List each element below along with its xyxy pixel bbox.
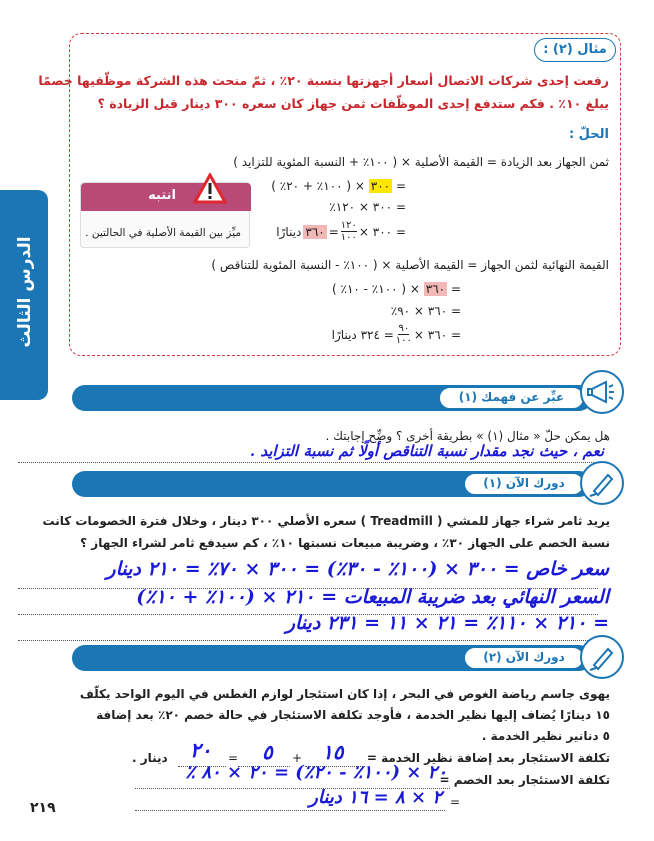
- part2-step3-frac-num: ٩٠: [398, 323, 410, 334]
- part2-step3-rest: = ٣٢٤ دينارًا: [331, 327, 394, 342]
- part2-step2: = ٣٦٠ × ٩٠٪: [390, 304, 461, 318]
- turn1-problem-line-1: يريد ثامر شراء جهاز للمشي ( Treadmill ) سعره الأصلي ٣٠٠ دينار ، وخلال فترة الخصومات كانت: [42, 514, 610, 528]
- turn2-problem-line-2: ١٥ دينارًا يُضاف إليها نظير الخدمة ، فأوجد تكلفة الاستئجار في حالة خصم ٢٠٪ بعد إضافة: [96, 708, 610, 722]
- turn2-row2-hw: ٢٠ × (١٠٠٪ - ٢٠٪) = ٢٠ × ٨٠ ٪: [185, 762, 447, 783]
- part2-step1: [332, 282, 461, 296]
- turn2-problem-line-3: ٥ دنانير نظير الخدمة .: [481, 729, 610, 743]
- turn1-banner: [72, 471, 592, 497]
- turn1-handwriting-line-1: سعر خاص = ٣٠٠ × (١٠٠٪ - ٣٠٪) = ٣٠٠ × ٧٠٪ = ٢١٠ دينار: [106, 558, 609, 580]
- express-question: هل يمكن حلّ « مثال (١) » بطريقة أخرى ؟ وضِّح إجابتك .: [325, 429, 610, 443]
- part1-step3-fraction: [341, 220, 357, 243]
- express-answer-line: [18, 462, 598, 463]
- lesson-side-tab-label: الدرس الثالث: [15, 236, 35, 348]
- example-problem-line-2: يبلغ ١٠٪ . فكم ستدفع إحدى الموظّفات ثمن جهاز كان سعره ٣٠٠ دينار قبل الزيادة ؟: [97, 96, 609, 111]
- part2-step1-eq: =: [447, 282, 461, 296]
- turn2-banner: [72, 645, 592, 671]
- turn2-banner-title: دورك الآن (٢): [464, 647, 584, 669]
- turn1-answer-line-3: [18, 640, 598, 641]
- part1-step3-eq: =: [328, 224, 339, 239]
- turn2-row2-label: تكلفة الاستئجار بعد الخصم =: [439, 773, 610, 787]
- part2-step3-start: = ٣٦٠ ×: [413, 327, 461, 342]
- attention-box: [80, 182, 250, 248]
- part1-step3-highlight: ٣٦٠: [305, 224, 325, 239]
- turn1-banner-title: دورك الآن (١): [464, 473, 584, 495]
- part2-step1-highlight: ٣٦٠: [425, 282, 446, 296]
- part1-step1-rest: × ( ١٠٠٪ + ٢٠٪ ): [271, 179, 369, 193]
- pen-icon-2: [580, 635, 624, 679]
- part1-step3-frac-num: ١٢٠: [340, 220, 357, 231]
- page-number: ٢١٩: [30, 800, 56, 816]
- part1-step2: = ٣٠٠ × ١٢٠٪: [329, 200, 406, 214]
- solution-label: الحلّ :: [568, 127, 609, 142]
- lesson-side-tab: [0, 190, 48, 400]
- turn1-problem-line-2: نسبة الخصم على الجهاز ٣٠٪ ، وضريبة مبيعات نسبتها ١٠٪ ، كم سيدفع ثامر لشراء الجهاز ؟: [80, 536, 610, 550]
- example-problem-line-1: رفعت إحدى شركات الاتصال أسعار أجهزتها بنسبة ٢٠٪ ، ثمّ منحت هذه الشركة موظّفيها خصمًا: [38, 73, 609, 88]
- part2-step3-frac-den: ١٠٠: [395, 335, 412, 346]
- part1-step3-unit: دينارًا: [276, 224, 302, 239]
- turn2-problem-line-1: يهوى جاسم رياضة الغوص في البحر ، إذا كان استئجار لوازم الغطس في اليوم الواحد يكلّف: [79, 687, 610, 701]
- attention-text: ميِّز بين القيمة الأصلية في الحالتين .: [85, 227, 241, 239]
- megaphone-icon: [580, 370, 624, 414]
- turn1-handwriting-line-2: السعر النهائي بعد ضريبة المبيعات = ٢١٠ × (١٠٠٪ + ١٠٪): [136, 586, 609, 608]
- part1-step3: [276, 220, 406, 243]
- turn2-row3-hw: ٢ × ٨ = ١٦ دينار: [309, 787, 442, 808]
- part1-step3-frac-den: ١٠٠: [340, 232, 357, 243]
- part1-step1: [271, 179, 406, 193]
- turn2-row1-eq: =: [228, 751, 239, 765]
- part2-step3: [332, 323, 461, 346]
- part1-formula: ثمن الجهاز بعد الزيادة = القيمة الأصلية × ( ١٠٠٪ + النسبة المئوية للتزايد ): [233, 155, 609, 169]
- attention-title: انتبه: [148, 188, 176, 203]
- express-banner-title: عبِّر عن فهمك (١): [439, 387, 584, 409]
- turn2-row3-blank: [135, 810, 445, 811]
- turn2-row1-hw-2: ٥: [262, 740, 273, 764]
- warning-icon: [193, 173, 227, 205]
- part2-step1-rest: × ( ١٠٠٪ - ١٠٪ ): [332, 282, 424, 296]
- turn1-handwriting-line-3: = ٢١٠ × ١١٠٪ = ٢١ × ١١ = ٢٣١ دينار: [285, 612, 609, 634]
- pen-icon: [580, 461, 624, 505]
- part2-formula: القيمة النهائية لثمن الجهاز = القيمة الأصلية × ( ١٠٠٪ - النسبة المئوية للتناقص ): [211, 258, 609, 272]
- example-title: مثال (٢) :: [543, 42, 607, 57]
- express-handwriting: نعم ، حيث نجد مقدار نسبة التناقص أولًا ثم نسبة التزايد .: [249, 442, 604, 460]
- turn2-row3-eq: =: [450, 795, 461, 809]
- express-banner: [72, 385, 592, 411]
- turn2-row1-hw-1: ١٥: [322, 740, 344, 764]
- turn2-row1-hw-3: ٢٠: [190, 738, 212, 762]
- turn2-row1-label: تكلفة الاستئجار بعد إضافة نظير الخدمة =: [366, 751, 610, 765]
- turn2-row1-unit: دينار .: [132, 751, 168, 765]
- turn2-row1-plus: +: [292, 751, 303, 765]
- example-title-badge: [534, 38, 616, 62]
- part1-step1-eq: =: [392, 179, 406, 193]
- part1-step1-highlight: ٣٠٠: [370, 179, 391, 193]
- part2-step3-fraction: [396, 323, 412, 346]
- part1-step3-start: = ٣٠٠ ×: [358, 224, 406, 239]
